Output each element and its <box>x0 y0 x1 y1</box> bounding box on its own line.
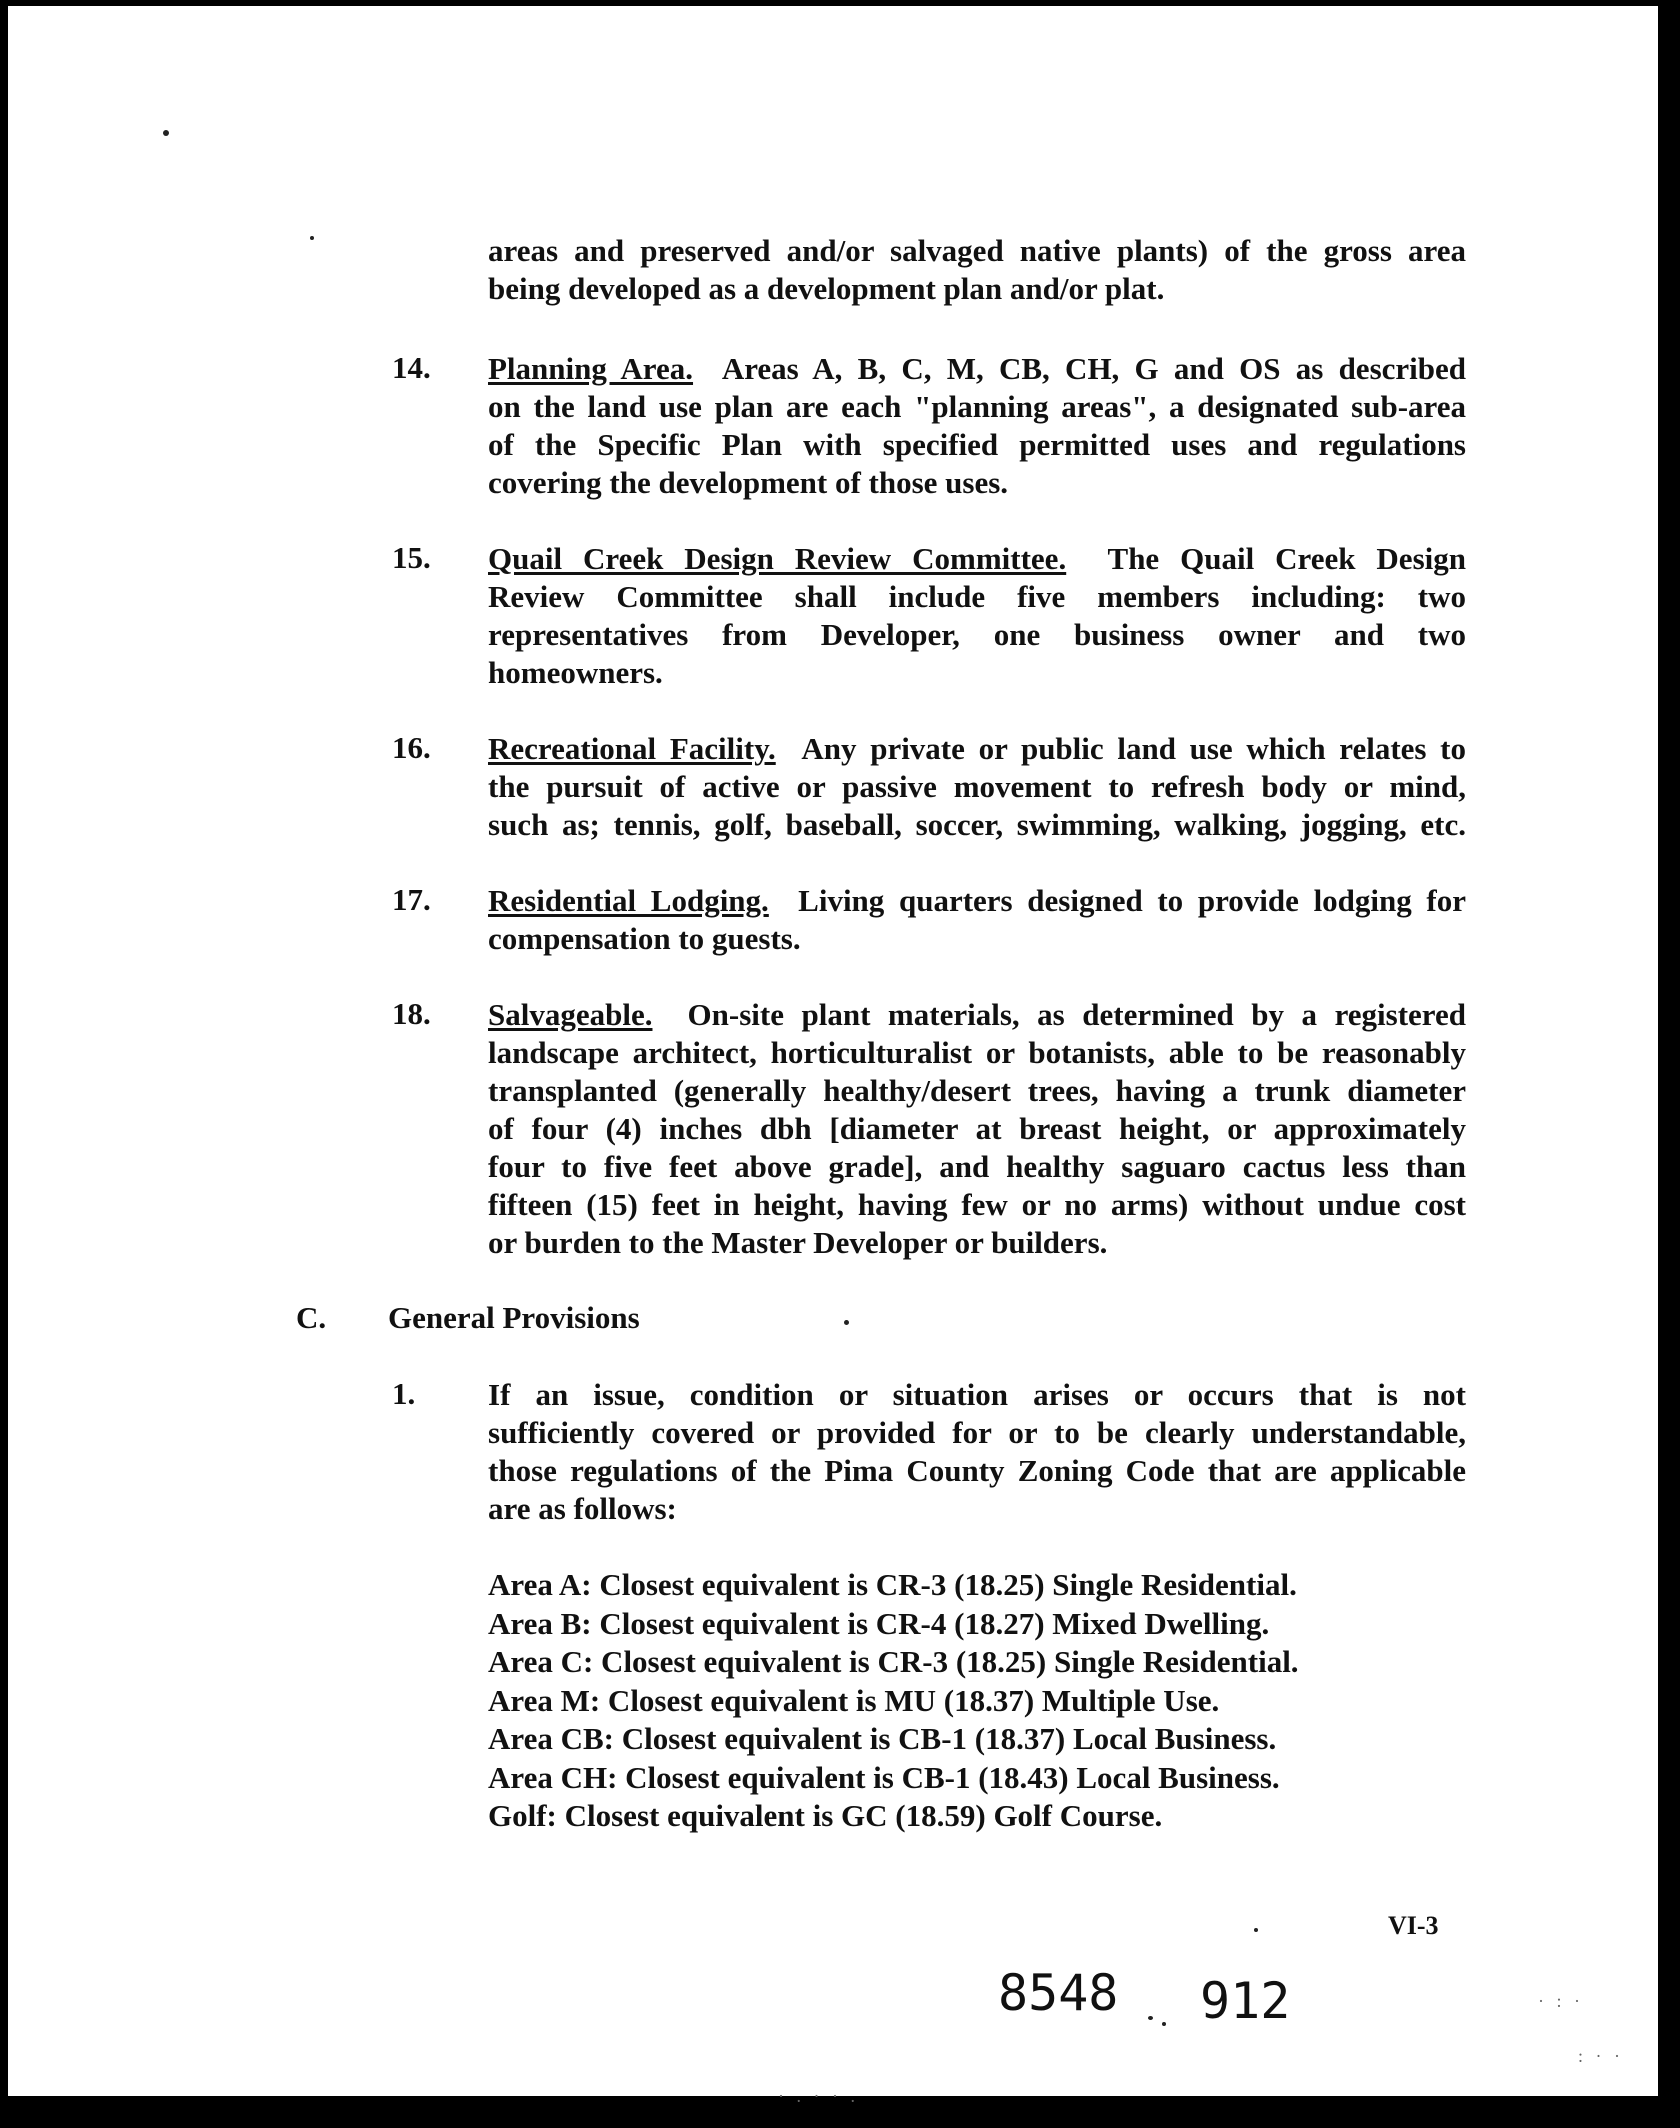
definition-line: the pursuit of active or passive movement to refresh body or mind, <box>488 769 1466 804</box>
definition-number: 15. <box>392 540 431 575</box>
definition-line: covering the development of those uses. <box>488 465 1009 500</box>
provision-paragraph <box>488 1376 1466 1528</box>
definition-line: four to five feet above grade], and healthy saguaro cactus less than <box>488 1149 1466 1184</box>
definition-line: Any private or public land use which relates to <box>801 731 1466 766</box>
definition-salvageable <box>488 996 1466 1262</box>
definition-line: Review Committee shall include five members including: two <box>488 579 1466 614</box>
section-title: General Provisions <box>388 1300 640 1335</box>
scan-speck <box>310 236 314 240</box>
definition-line: The Quail Creek Design <box>1107 541 1466 576</box>
page-number: VI-3 <box>1388 1911 1439 1940</box>
scan-speck <box>1254 1928 1258 1932</box>
scan-speck <box>844 1320 849 1325</box>
definition-line: landscape architect, horticulturalist or botanists, able to be reasonably <box>488 1035 1466 1070</box>
definition-number: 17. <box>392 882 431 917</box>
definition-number: 18. <box>392 996 431 1031</box>
definition-term: Salvageable. <box>488 997 653 1032</box>
zoning-equivalent-item: Golf: Closest equivalent is GC (18.59) Golf Course. <box>488 1798 1163 1833</box>
scan-speck <box>1162 2022 1166 2026</box>
continuation-line: areas and preserved and/or salvaged native plants) of the gross area <box>488 233 1466 268</box>
definition-line: compensation to guests. <box>488 921 801 956</box>
stamp-number-left: 8548 <box>998 1964 1119 2022</box>
zoning-equivalent-item: Area CB: Closest equivalent is CB-1 (18.37) Local Business. <box>488 1721 1277 1756</box>
definition-design-review-committee <box>488 540 1466 692</box>
scan-noise: · : · <box>1538 1991 1584 2011</box>
definition-line: representatives from Developer, one business owner and two <box>488 617 1466 652</box>
zoning-equivalent-item: Area C: Closest equivalent is CR-3 (18.25) Single Residential. <box>488 1644 1299 1679</box>
definition-line: transplanted (generally healthy/desert trees, having a trunk diameter <box>488 1073 1466 1108</box>
provision-line: those regulations of the Pima County Zoning Code that are applicable <box>488 1453 1466 1488</box>
definition-planning-area <box>488 350 1466 502</box>
definition-line: on the land use plan are each "planning areas", a designated sub-area <box>488 389 1466 424</box>
scan-noise: · . · · . <box>778 2086 859 2106</box>
scan-noise: : · · <box>1578 2046 1624 2066</box>
zoning-equivalent-item: Area A: Closest equivalent is CR-3 (18.25) Single Residential. <box>488 1567 1297 1602</box>
definition-line: fifteen (15) feet in height, having few or no arms) without undue cost <box>488 1187 1466 1222</box>
stamp-number-right: 912 <box>1200 1972 1291 2030</box>
zoning-equivalents-list <box>488 1566 1299 1836</box>
definition-residential-lodging <box>488 882 1466 958</box>
definition-term: Recreational Facility. <box>488 731 776 766</box>
zoning-equivalent-item: Area CH: Closest equivalent is CB-1 (18.43) Local Business. <box>488 1759 1280 1795</box>
definition-line: such as; tennis, golf, baseball, soccer, swimming, walking, jogging, etc. <box>488 807 1466 842</box>
definition-term: Planning Area. <box>488 351 694 386</box>
definition-line: Areas A, B, C, M, CB, CH, G and OS as described <box>721 351 1466 386</box>
definition-number: 14. <box>392 350 431 385</box>
provision-line: If an issue, condition or situation arises or occurs that is not <box>488 1377 1466 1412</box>
definition-line: of four (4) inches dbh [diameter at breast height, or approximately <box>488 1111 1466 1146</box>
continuation-paragraph <box>488 232 1466 308</box>
scan-speck <box>1148 2016 1153 2020</box>
provision-line: sufficiently covered or provided for or to be clearly understandable, <box>488 1415 1466 1450</box>
definition-line: of the Specific Plan with specified permitted uses and regulations <box>488 427 1466 462</box>
zoning-equivalent-item: Area M: Closest equivalent is MU (18.37) Multiple Use. <box>488 1682 1220 1718</box>
definition-line: or burden to the Master Developer or builders. <box>488 1225 1108 1260</box>
provision-number: 1. <box>392 1376 416 1411</box>
scan-speck <box>163 130 169 136</box>
continuation-line: being developed as a development plan and/or plat. <box>488 271 1165 306</box>
definition-line: homeowners. <box>488 655 663 690</box>
document-page <box>8 6 1658 2106</box>
definition-term: Quail Creek Design Review Committee. <box>488 541 1067 576</box>
section-letter: C. <box>296 1300 327 1335</box>
provision-line: are as follows: <box>488 1491 677 1526</box>
zoning-equivalent-item: Area B: Closest equivalent is CR-4 (18.27) Mixed Dwelling. <box>488 1605 1270 1641</box>
definition-recreational-facility <box>488 730 1466 844</box>
definition-number: 16. <box>392 730 431 765</box>
definition-line: On-site plant materials, as determined by a registered <box>687 997 1466 1032</box>
definition-term: Residential Lodging. <box>488 883 769 918</box>
definition-line: Living quarters designed to provide lodging for <box>798 883 1467 918</box>
